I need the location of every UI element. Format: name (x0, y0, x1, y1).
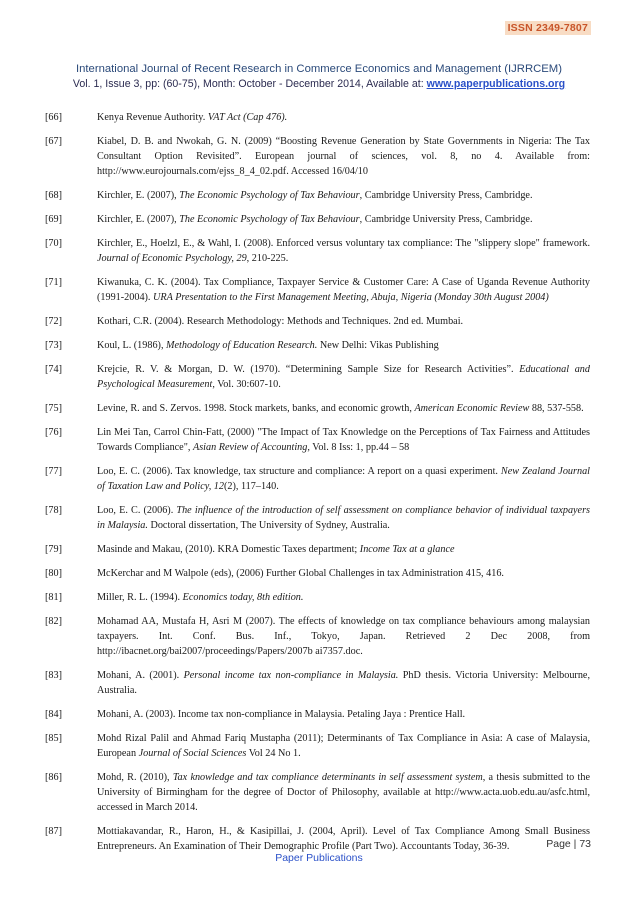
reference-item (45, 770, 590, 815)
reference-text-segment: Kirchler, E., Hoelzl, E., & Wahl, I. (2008). Enforced versus voluntary tax compliance: The "slippery slope" framework. (97, 238, 590, 249)
reference-item (45, 188, 590, 203)
reference-number: [70] (45, 238, 62, 249)
publisher-name: Paper Publications (275, 852, 363, 864)
reference-text (97, 110, 590, 125)
reference-item (45, 425, 590, 455)
journal-subtitle (40, 77, 598, 92)
reference-text-segment: , 210-225. (246, 253, 289, 264)
reference-text (97, 425, 590, 455)
reference-text (97, 566, 590, 581)
reference-text-italic: New Zealand Journal of Taxation Law and Policy, 12 (97, 466, 591, 492)
reference-text-italic: Journal of Social Sciences (138, 748, 247, 759)
reference-item (45, 212, 590, 227)
reference-text (97, 236, 590, 266)
reference-number: [86] (45, 772, 62, 783)
reference-item (45, 314, 590, 329)
reference-text-italic: Income Tax at a glance (359, 544, 455, 555)
reference-number: [85] (45, 733, 62, 744)
reference-text-segment: Doctoral dissertation, The University of Sydney, Australia. (147, 520, 390, 531)
reference-list (45, 110, 590, 863)
reference-text-italic: VAT Act (Cap 476). (207, 112, 288, 123)
issn-badge: ISSN 2349-7807 (505, 21, 591, 35)
reference-text-segment: Kenya Revenue Authority. (97, 112, 208, 123)
reference-text (97, 212, 590, 227)
reference-text (97, 134, 590, 179)
reference-text-segment: McKerchar and M Walpole (eds), (2006) Further Global Challenges in tax Administration 415, 416. (97, 568, 504, 579)
reference-text-italic: Educational and Psychological Measurement (97, 364, 590, 390)
reference-text-segment: Levine, R. and S. Zervos. 1998. Stock markets, banks, and economic growth, (97, 403, 415, 414)
reference-text-segment: Miller, R. L. (1994). (97, 592, 183, 603)
reference-text-segment: , Cambridge University Press, Cambridge. (359, 190, 533, 201)
reference-number: [68] (45, 190, 62, 201)
reference-text-segment: Loo, E. C. (2006). Tax knowledge, tax structure and compliance: A report on a quasi experiment. (97, 466, 501, 477)
reference-text-segment: Loo, E. C. (2006). (97, 505, 177, 516)
reference-text-segment: Mohamad AA, Mustafa H, Asri M (2007). The effects of knowledge on tax compliance behaviours among malaysian taxpayers. Int. Conf. Bus. Inf., Tokyo, Japan. Retrieved 2 Dec 2008, from http://ibacnet.org/bai2007/proceedings/Papers/2007b ai7357.doc. (97, 616, 590, 657)
reference-text-segment: , Cambridge University Press, Cambridge. (359, 214, 533, 225)
reference-text (97, 614, 590, 659)
reference-text-segment: Mohani, A. (2003). Income tax non-compliance in Malaysia. Petaling Jaya : Prentice Hall. (97, 709, 466, 720)
reference-text (97, 824, 590, 854)
reference-text (97, 668, 590, 698)
reference-item (45, 110, 590, 125)
reference-text-segment: , a thesis submitted to the University of Birmingham for the degree of Doctor of Philosophy, available at http://www.acta.uob.edu.au/asfc.html, accessed in March 2014. (97, 772, 590, 813)
reference-item (45, 134, 590, 179)
reference-item (45, 503, 590, 533)
reference-text (97, 188, 590, 203)
reference-text-segment: Mohani, A. (2001). (97, 670, 184, 681)
reference-text (97, 503, 590, 533)
reference-number: [79] (45, 544, 62, 555)
reference-number: [84] (45, 709, 62, 720)
reference-text-italic: Methodology of Education Research. (166, 340, 318, 351)
reference-number: [72] (45, 316, 62, 327)
reference-text-segment: , Vol. 8 Iss: 1, pp.44 – 58 (307, 442, 410, 453)
reference-number: [66] (45, 112, 62, 123)
reference-item (45, 338, 590, 353)
reference-text (97, 401, 590, 416)
reference-number: [78] (45, 505, 62, 516)
reference-text (97, 707, 590, 722)
reference-text (97, 770, 590, 815)
reference-text-segment: Mottiakavandar, R., Haron, H., & Kasipillai, J. (2004, April). Level of Tax Compliance Among Small Business Entrepreneurs. An Examination of Their Demographic Profile (Part Two). Accountants Today, 36-39. (97, 826, 590, 852)
reference-item (45, 464, 590, 494)
reference-text-italic: The Economic Psychology of Tax Behaviour (179, 214, 360, 225)
reference-text-segment: Koul, L. (1986), (97, 340, 167, 351)
reference-text (97, 338, 590, 353)
reference-item (45, 401, 590, 416)
reference-item (45, 668, 590, 698)
reference-text-segment: Kirchler, E. (2007), (97, 214, 180, 225)
reference-number: [73] (45, 340, 62, 351)
journal-issue-info: Vol. 1, Issue 3, pp: (60-75), Month: October - December 2014, Available at: (72, 78, 427, 90)
reference-text-segment: Kiwanuka, C. K. (2004). Tax Compliance, Taxpayer Service & Customer Care: A Case of Uganda Revenue Authority (1991-2004). (97, 277, 590, 303)
reference-item (45, 590, 590, 605)
reference-item (45, 236, 590, 266)
reference-text-segment: Lin Mei Tan, Carrol Chin-Fatt, (2000) "The Impact of Tax Knowledge on the Perceptions of Tax Fairness and Attitudes Towards Compliance", (97, 427, 590, 453)
reference-text-segment: Vol 24 No 1. (246, 748, 301, 759)
reference-text-italic: Tax knowledge and tax compliance determinants in self assessment system (172, 772, 483, 783)
reference-text-italic: Personal income tax non-compliance in Malaysia. (183, 670, 399, 681)
reference-number: [77] (45, 466, 62, 477)
reference-text-italic: Economics today, 8th edition. (182, 592, 304, 603)
reference-item (45, 731, 590, 761)
reference-text-segment: PhD thesis. Victoria University: Melbourne, Australia. (97, 670, 590, 696)
reference-text (97, 731, 590, 761)
page-number: Page | 73 (546, 838, 591, 850)
journal-header (40, 62, 598, 92)
reference-text-segment: Kirchler, E. (2007), (97, 190, 180, 201)
reference-text-italic: Asian Review of Accounting (192, 442, 308, 453)
reference-number: [74] (45, 364, 62, 375)
reference-text-italic: American Economic Review (414, 403, 530, 414)
reference-text-italic: URA Presentation to the First Management Meeting, Abuja, Nigeria (Monday 30th August 2004) (153, 292, 549, 303)
reference-number: [82] (45, 616, 62, 627)
reference-text-segment: Krejcie, R. V. & Morgan, D. W. (1970). “Determining Sample Size for Research Activities”. (97, 364, 520, 375)
reference-text (97, 590, 590, 605)
reference-number: [67] (45, 136, 62, 147)
reference-number: [76] (45, 427, 62, 438)
reference-text (97, 464, 590, 494)
reference-text-segment: Masinde and Makau, (2010). KRA Domestic Taxes department; (97, 544, 360, 555)
reference-text (97, 362, 590, 392)
journal-website-link[interactable]: www.paperpublications.org (426, 78, 566, 90)
reference-item (45, 542, 590, 557)
reference-text (97, 542, 590, 557)
reference-item (45, 824, 590, 854)
reference-text-segment: Kothari, C.R. (2004). Research Methodology: Methods and Techniques. 2nd ed. Mumbai. (97, 316, 464, 327)
reference-item (45, 707, 590, 722)
reference-text-segment: (2), 117–140. (223, 481, 279, 492)
reference-number: [80] (45, 568, 62, 579)
reference-text-segment: , Vol. 30:607-10. (212, 379, 281, 390)
reference-text-italic: The Economic Psychology of Tax Behaviour (179, 190, 360, 201)
reference-text-italic: Journal of Economic Psychology, 29 (97, 253, 247, 264)
reference-number: [75] (45, 403, 62, 414)
journal-title: International Journal of Recent Research in Commerce Economics and Management (IJRRCEM) (76, 63, 562, 75)
reference-text-segment: Mohd Rizal Palil and Ahmad Fariq Mustapha (2011); Determinants of Tax Compliance in Asia: A case of Malaysia, European (97, 733, 590, 759)
reference-number: [69] (45, 214, 62, 225)
reference-text-segment: New Delhi: Vikas Publishing (317, 340, 439, 351)
reference-text-segment: Mohd, R. (2010), (97, 772, 173, 783)
reference-number: [87] (45, 826, 62, 837)
reference-item (45, 566, 590, 581)
reference-text-segment: Kiabel, D. B. and Nwokah, G. N. (2009) “Boosting Revenue Generation by State Governments in Nigeria: The Tax Consultant Option Revisited”. European journal of sciences, vol. 8, no 4. Available from: http://www.eurojournals.com/ejss_8_4_02.pdf. Accessed 16/04/10 (97, 136, 590, 177)
reference-number: [71] (45, 277, 62, 288)
reference-text (97, 314, 590, 329)
reference-text (97, 275, 590, 305)
reference-text-segment: 88, 537-558. (529, 403, 584, 414)
reference-text-italic: The influence of the introduction of self assessment on compliance behavior of individual taxpayers in Malaysia. (97, 505, 591, 531)
reference-item (45, 275, 590, 305)
reference-number: [83] (45, 670, 62, 681)
reference-item (45, 362, 590, 392)
reference-number: [81] (45, 592, 62, 603)
reference-item (45, 614, 590, 659)
